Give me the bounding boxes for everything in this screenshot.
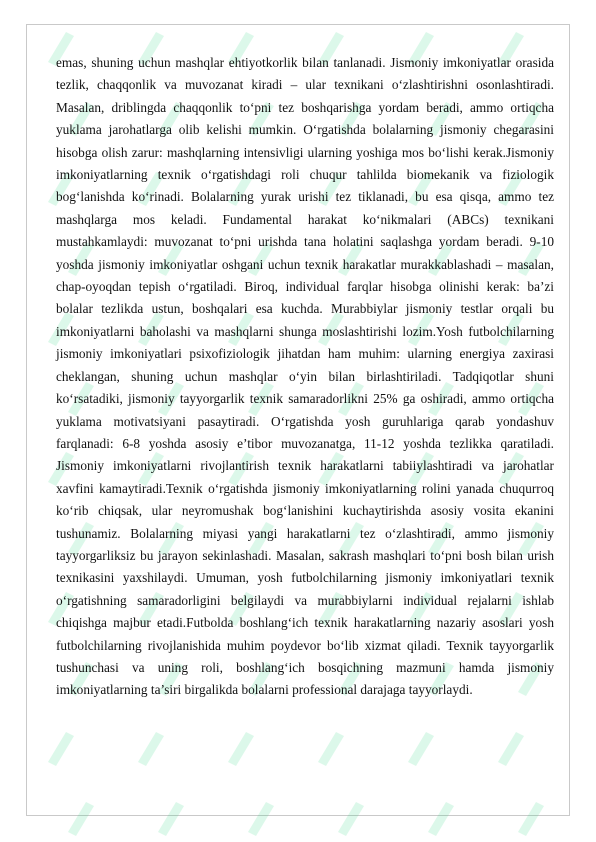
body-paragraph: emas, shuning uchun mashqlar ehtiyotkorlik bilan tanlanadi. Jismoniy imkoniyatlar orasida tezlik, chaqqonlik va muvozanat kiradi – ular texnikani o‘zlashtirishni osonlashtiradi. Masalan, driblingda chaqqonlik to‘pni tez boshqarishga yordam beradi, ammo ortiqcha yuklama jarohatlarga olib kelishi mumkin. O‘rgatishda bolalarning jismoniy chegarasini hisobga olish zarur: mashqlarning intensivligi ularning yoshiga mos bo‘lishi kerak.Jismoniy imkoniyatlarning texnik o‘rgatishdagi roli chuqur tahlilda biomekanik va fiziologik bog‘lanishda ko‘rinadi. Bolalarning yurak urishi tez tiklanadi, bu esa qisqa, ammo tez mashqlarga mos keladi. Fundamental harakat ko‘nikmalari (ABCs) texnikani mustahkamlaydi: muvozanat to‘pni urishda tana holatini saqlashga yordam beradi. 9-10 yoshda jismoniy imkoniyatlar oshgani uchun texnik harakatlar murakkablashadi – masalan, chap-oyoqdan tepish o‘rgatiladi. Biroq, individual farqlar hisobga olinishi kerak: ba’zi bolalar tezlikda ustun, boshqalari esa kuchda. Murabbiylar jismoniy testlar orqali bu imkoniyatlarni baholashi va mashqlarni shunga moslashtirishi lozim.Yosh futbolchilarning jismoniy imkoniyatlari psixofiziologik jihatdan ham muhim: ularning energiya zaxirasi cheklangan, shuning uchun mashqlar o‘yin bilan birlashtiriladi. Tadqiqotlar shuni ko‘rsatadiki, jismoniy tayyorgarlik texnik samaradorlikni 25% ga oshiradi, ammo ortiqcha yuklama motivatsiyani pasaytiradi. O‘rgatishda yosh guruhlariga qarab yondashuv farqlanadi: 6-8 yoshda asosiy e’tibor muvozanatga, 11-12 yoshda tezlikka qaratiladi. Jismoniy imkoniyatlarni rivojlantirish texnik harakatlarni tabiiylashtiradi va jarohatlar xavfini kamaytiradi.Texnik o‘rgatishda jismoniy imkoniyatlarning rolini yanada chuqurroq ko‘rib chiqsak, ular neyromushak bog‘lanishini kuchaytirishda asosiy vosita ekanini tushunamiz. Bolalarning miyasi yangi harakatlarni tez o‘zlashtiradi, ammo jismoniy tayyorgarliksiz bu jarayon sekinlashadi. Masalan, sakrash mashqlari to‘pni bosh bilan urish texnikasini yaxshilaydi. Umuman, yosh futbolchilarning jismoniy imkoniyatlari texnik o‘rgatishning samaradorligini belgilaydi va murabbiylarni individual rejalarni ishlab chiqishga majbur etadi.Futbolda boshlang‘ich texnik harakatlarning nazariy asoslari yosh futbolchilarning rivojlanishida muhim poydevor bo‘lib xizmat qiladi. Texnik tayyorgarlik tushunchasi va uning roli, boshlang‘ich bosqichning mazmuni hamda jismoniy imkoniyatlarning ta’siri birgalikda bolalarni professional darajaga tayyorlaydi.: [56, 55, 554, 698]
document-body: [56, 52, 554, 702]
